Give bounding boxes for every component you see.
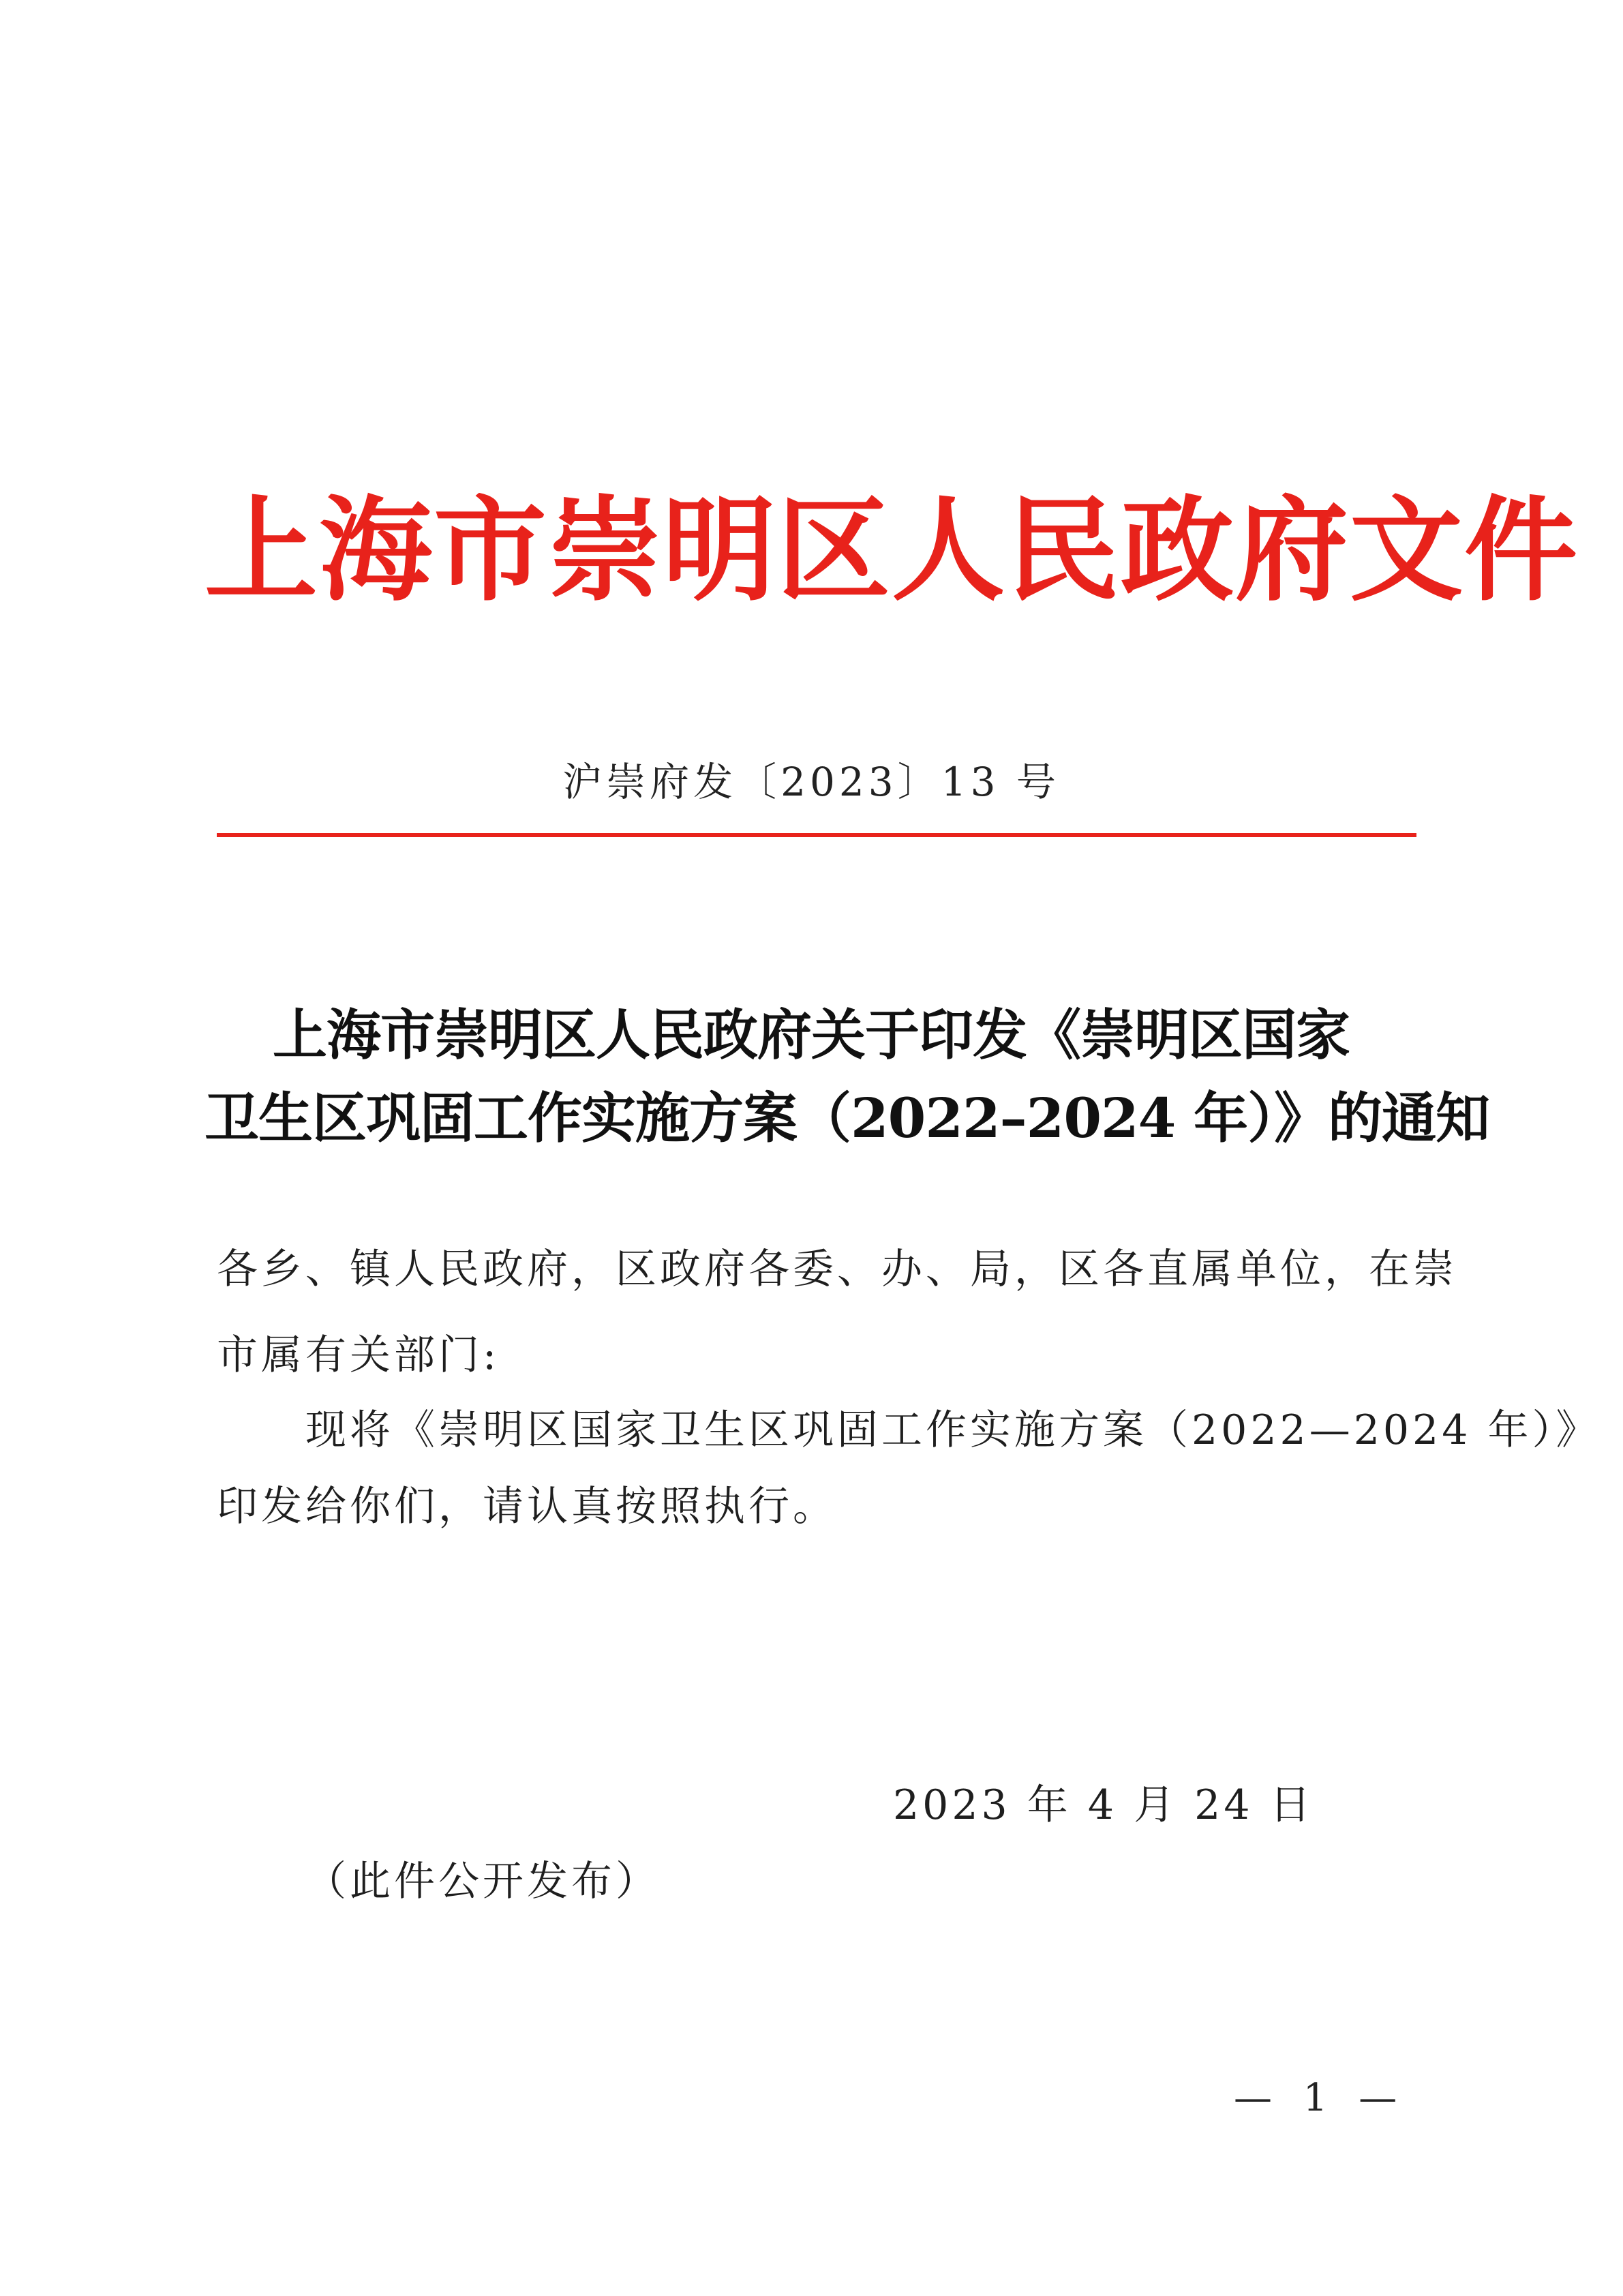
- document-number: 沪崇府发〔2023〕13 号: [562, 759, 1060, 805]
- notice-title-line-2: 卫生区巩固工作实施方案（2022–2024 年）》的通知: [204, 1086, 1490, 1150]
- issue-date: 2023 年 4 月 24 日: [893, 1781, 1314, 1829]
- red-separator-line: [217, 833, 1416, 837]
- notice-title-line-1: 上海市崇明区人民政府关于印发《崇明区国家: [273, 1003, 1350, 1067]
- body-paragraph-line-1: 现将《崇明区国家卫生区巩固工作实施方案（2022—2024 年）》: [305, 1406, 1601, 1454]
- addressee-line-1: 各乡、镇人民政府，区政府各委、办、局，区各直属单位，在崇: [217, 1245, 1457, 1293]
- page-number: — 1 —: [1234, 2076, 1407, 2120]
- body-paragraph-line-2: 印发给你们，请认真按照执行。: [217, 1483, 837, 1530]
- release-note: （此件公开发布）: [305, 1858, 660, 1905]
- masthead-title: 上海市崇明区人民政府文件: [204, 484, 1579, 617]
- addressee-line-2: 市属有关部门:: [217, 1331, 500, 1379]
